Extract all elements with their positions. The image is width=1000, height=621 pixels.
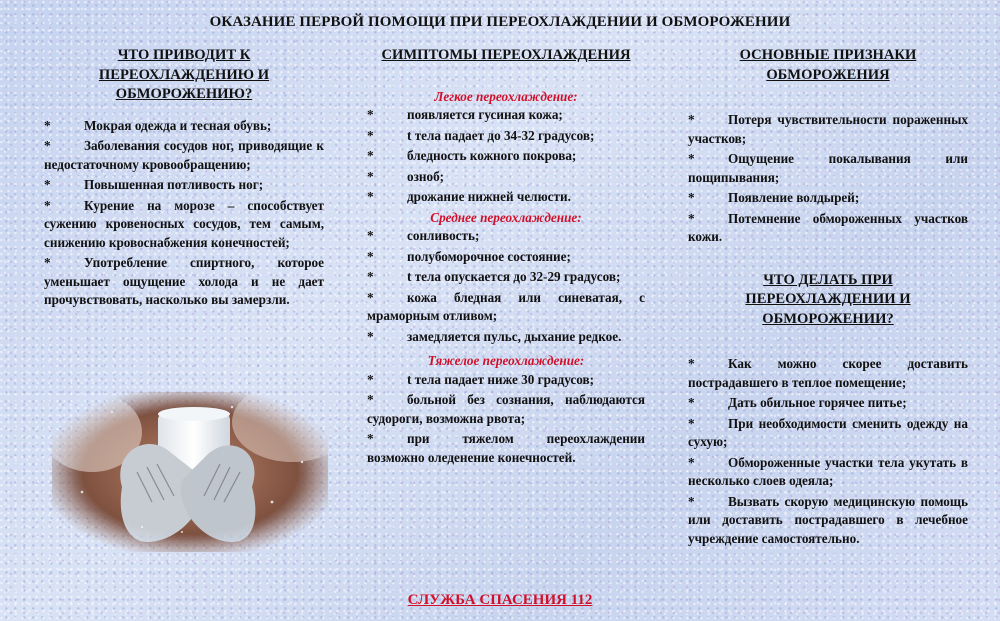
severe-symptoms-list	[367, 371, 645, 468]
list-item-text: t тела опускается до 32-29 градусов;	[407, 269, 621, 284]
medium-hypothermia-label: Среднее переохлаждение:	[430, 209, 582, 225]
causes-column	[44, 46, 324, 312]
list-item	[367, 127, 645, 146]
top-decorative-line	[330, 0, 630, 4]
rescue-service-footer: СЛУЖБА СПАСЕНИЯ 112	[407, 592, 593, 608]
mild-hypothermia-label: Легкое переохлаждение:	[434, 88, 578, 104]
bullet-marker: *	[688, 210, 695, 226]
list-item	[367, 188, 645, 207]
bullet-marker: *	[688, 415, 695, 431]
list-item-text: Дать обильное горячее питье;	[728, 395, 907, 410]
list-item-text: Как можно скорее доставить пострадавшего в теплое помещение;	[688, 356, 968, 390]
signs-list	[688, 111, 968, 247]
list-item-text: Появление волдырей;	[728, 190, 860, 205]
medium-symptoms-list	[367, 227, 645, 346]
bullet-marker: *	[688, 395, 695, 410]
list-item-text: t тела падает до 34-32 градусов;	[407, 127, 595, 143]
bullet-marker: *	[688, 151, 695, 166]
list-item	[367, 289, 645, 326]
bullet-marker: *	[367, 127, 374, 143]
frostbite-column	[688, 46, 968, 550]
list-item	[367, 391, 645, 428]
list-item	[367, 168, 645, 187]
list-item-text: Заболевания сосудов ног, приводящие к недостаточному кровообращению;	[44, 138, 324, 172]
list-item-text: полубоморочное состояние;	[407, 248, 571, 264]
list-item-text: Курение на морозе – способствует сужению кровеносных сосудов, тем самым, снижению кровоснабжения конечностей;	[44, 197, 324, 250]
bullet-marker: *	[44, 255, 51, 270]
actions-list	[688, 355, 968, 548]
bullet-marker: *	[44, 177, 51, 192]
list-item	[688, 493, 968, 549]
list-item	[367, 430, 645, 467]
bullet-marker: *	[367, 248, 374, 264]
list-item-text: Потемнение обмороженных участков кожи.	[688, 210, 968, 244]
list-item	[688, 189, 968, 208]
symptoms-heading: СИМПТОМЫ ПЕРЕОХЛАЖДЕНИЯ	[381, 47, 631, 63]
list-item-text: дрожание нижней челюсти.	[407, 189, 571, 204]
mittens-mug-photo	[52, 392, 328, 552]
list-item	[44, 117, 324, 136]
bullet-marker: *	[367, 392, 374, 407]
bullet-marker: *	[688, 190, 695, 205]
causes-heading: ЧТО ПРИВОДИТ К ПЕРЕОХЛАЖДЕНИЮ И ОБМОРОЖЕНИЮ?	[98, 47, 270, 102]
list-item-text: появляется гусиная кожа;	[407, 107, 563, 122]
list-item	[688, 454, 968, 491]
list-item-text: Повышенная потливость ног;	[84, 177, 264, 192]
list-item	[688, 210, 968, 247]
list-item	[44, 137, 324, 174]
bullet-marker: *	[367, 371, 374, 387]
list-item-text: замедляется пульс, дыхание редкое.	[407, 328, 622, 344]
list-item-text: Потеря чувствительности пораженных участков;	[688, 112, 968, 146]
list-item	[367, 227, 645, 246]
list-item	[688, 150, 968, 187]
bullet-marker: *	[688, 454, 695, 470]
bullet-marker: *	[44, 117, 51, 133]
list-item	[44, 197, 324, 253]
page-title: ОКАЗАНИЕ ПЕРВОЙ ПОМОЩИ ПРИ ПЕРЕОХЛАЖДЕНИИ И ОБМОРОЖЕНИИ	[209, 14, 791, 30]
list-item-text: при тяжелом переохлаждении возможно оледенение конечностей.	[367, 431, 645, 465]
list-item-text: При необходимости сменить одежду на сухую;	[688, 415, 968, 449]
bullet-marker: *	[367, 431, 374, 446]
list-item	[688, 111, 968, 148]
bullet-marker: *	[367, 289, 374, 305]
list-item-text: кожа бледная или синеватая, с мраморным отливом;	[367, 289, 645, 323]
list-item-text: Употребление спиртного, которое уменьшает ощущение холода и не дает прочувствовать, насколько вы замерзли.	[44, 255, 324, 307]
severe-hypothermia-label: Тяжелое переохлаждение:	[427, 353, 585, 368]
bullet-marker: *	[688, 493, 695, 509]
symptoms-column	[367, 46, 645, 469]
signs-heading: ОСНОВНЫЕ ПРИЗНАКИ ОБМОРОЖЕНИЯ	[739, 47, 917, 83]
list-item-text: больной без сознания, наблюдаются судороги, возможна рвота;	[367, 392, 645, 426]
list-item-text: Мокрая одежда и тесная обувь;	[84, 117, 272, 133]
bullet-marker: *	[367, 228, 374, 243]
list-item	[367, 328, 645, 347]
bullet-marker: *	[44, 197, 51, 213]
list-item	[688, 394, 968, 413]
list-item-text: Вызвать скорую медицинскую помощь или доставить пострадавшего в лечебное учреждение самостоятельно.	[688, 493, 968, 546]
causes-list	[44, 117, 324, 310]
list-item	[367, 248, 645, 267]
list-item	[367, 371, 645, 390]
bullet-marker: *	[367, 107, 374, 122]
bullet-marker: *	[688, 356, 695, 371]
list-item	[44, 254, 324, 310]
actions-heading-text: ЧТО ДЕЛАТЬ ПРИ ПЕРЕОХЛАЖДЕНИИ И ОБМОРОЖЕНИИ?	[745, 271, 911, 327]
list-item	[367, 147, 645, 166]
list-item-text: сонливость;	[407, 228, 480, 243]
list-item-text: озноб;	[407, 168, 445, 184]
list-item-text: t тела падает ниже 30 градусов;	[407, 371, 595, 387]
hands-in-mittens-icon	[52, 392, 328, 552]
list-item-text: бледность кожного покрова;	[407, 148, 577, 163]
bullet-marker: *	[367, 189, 374, 204]
mild-symptoms-list	[367, 106, 645, 207]
bullet-marker: *	[44, 138, 51, 153]
bullet-marker: *	[688, 112, 695, 127]
list-item	[367, 106, 645, 125]
bullet-marker: *	[367, 168, 374, 184]
list-item	[688, 415, 968, 452]
bullet-marker: *	[367, 148, 374, 163]
list-item	[44, 176, 324, 195]
bullet-marker: *	[367, 328, 374, 344]
list-item-text: Ощущение покалывания или пощипывания;	[688, 151, 968, 185]
actions-heading	[688, 271, 968, 330]
list-item	[367, 268, 645, 287]
bullet-marker: *	[367, 269, 374, 284]
list-item	[688, 355, 968, 392]
list-item-text: Обмороженные участки тела укутать в несколько слоев одеяла;	[688, 454, 968, 488]
